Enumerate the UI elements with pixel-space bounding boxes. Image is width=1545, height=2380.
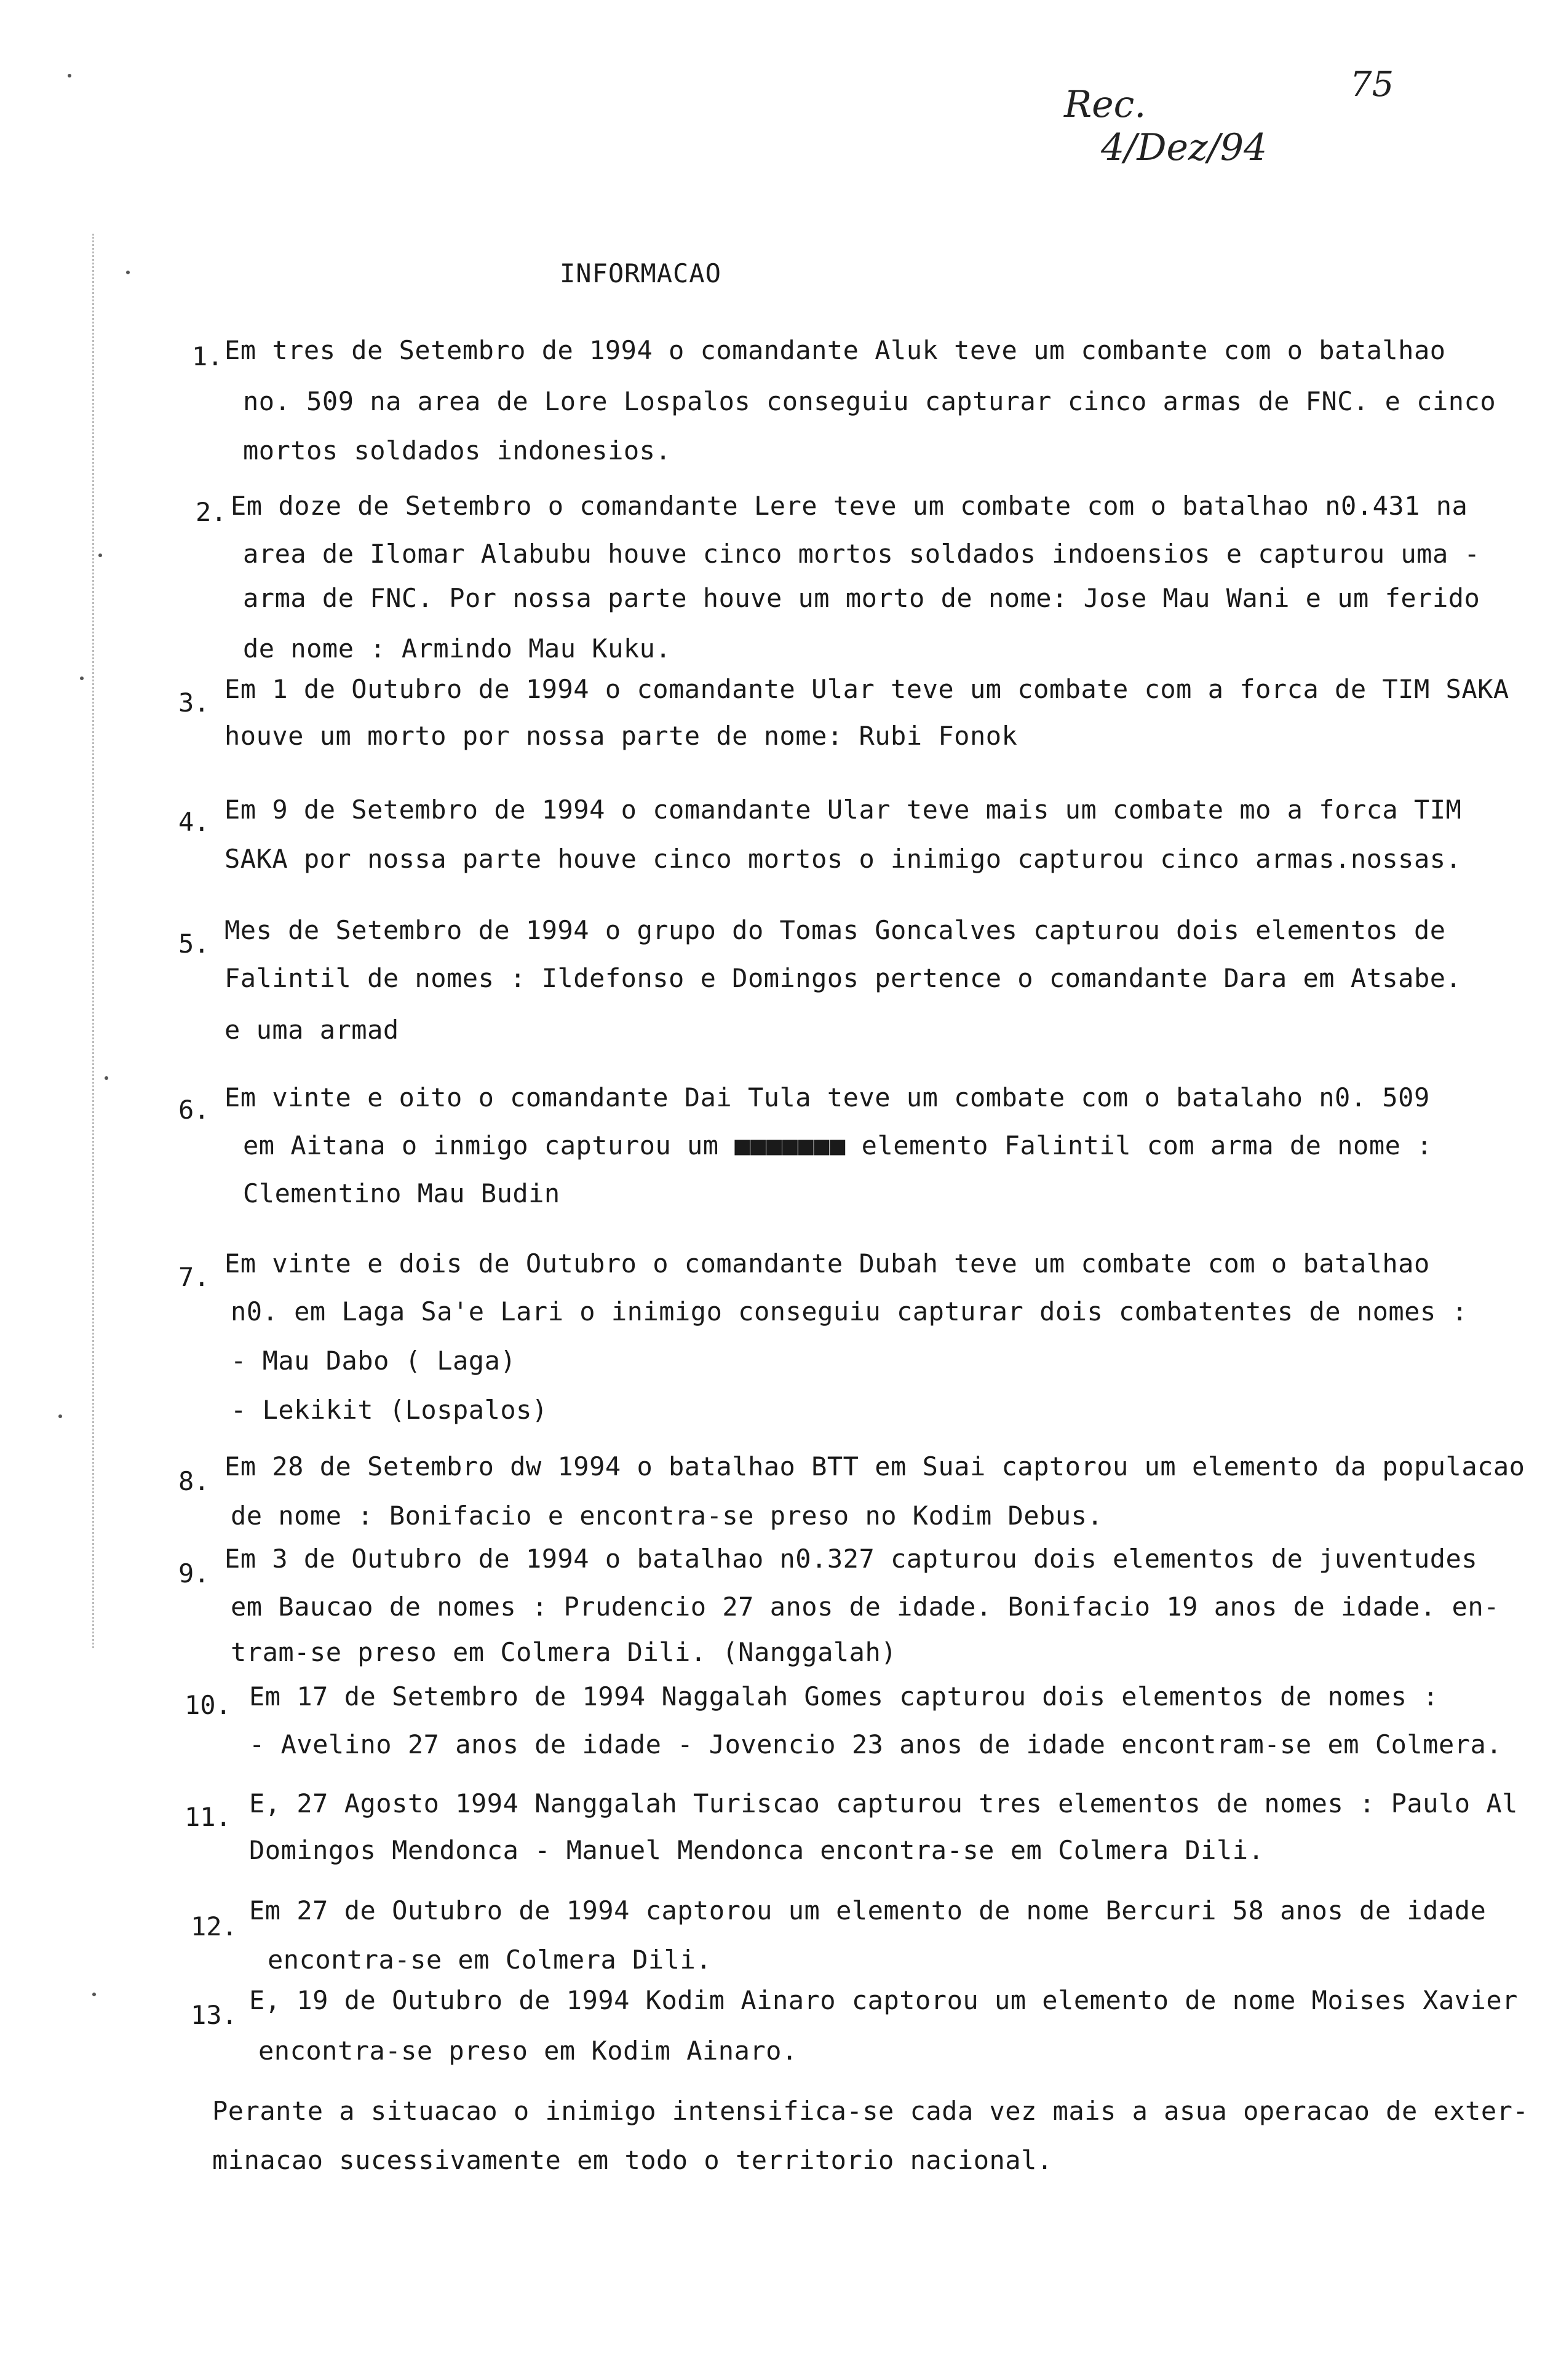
- item-line: em Baucao de nomes : Prudencio 27 anos de idade. Bonifacio 19 anos de idade. en-: [231, 1592, 1499, 1622]
- item-line: e uma armad: [224, 1015, 399, 1045]
- item-number: 8.: [178, 1466, 210, 1496]
- item-number: 11.: [185, 1802, 231, 1832]
- item-number: 13.: [191, 2000, 237, 2030]
- item-line: Em 27 de Outubro de 1994 captorou um elemento de nome Bercuri 58 anos de idade: [249, 1895, 1487, 1926]
- scan-noise: [92, 234, 94, 1648]
- item-number: 9.: [178, 1558, 210, 1589]
- item-line: n0. em Laga Sa'e Lari o inimigo conseguiu capturar dois combatentes de nomes :: [231, 1296, 1468, 1327]
- received-note: Rec.: [1064, 83, 1146, 126]
- item-line: encontra-se em Colmera Dili.: [268, 1945, 712, 1975]
- closing-line: minacao sucessivamente em todo o territorio nacional.: [212, 2145, 1053, 2175]
- item-line: arma de FNC. Por nossa parte houve um morto de nome: Jose Mau Wani e um ferido: [243, 583, 1480, 613]
- item-line: Em 3 de Outubro de 1994 o batalhao n0.327 capturou dois elementos de juventudes: [224, 1544, 1478, 1574]
- item-number: 4.: [178, 807, 210, 837]
- item-number: 5.: [178, 929, 210, 959]
- item-line: Em 28 de Setembro dw 1994 o batalhao BTT em Suai captorou um elemento da populacao: [224, 1451, 1525, 1482]
- item-line: Em tres de Setembro de 1994 o comandante Aluk teve um combante com o batalhao: [224, 335, 1446, 365]
- item-number: 6.: [178, 1095, 210, 1125]
- scan-speck: [105, 1076, 108, 1080]
- item-line: - Mau Dabo ( Laga): [231, 1346, 517, 1376]
- item-number: 10.: [185, 1690, 231, 1720]
- item-number: 1.: [192, 341, 223, 371]
- item-line: E, 19 de Outubro de 1994 Kodim Ainaro captorou um elemento de nome Moises Xavier: [249, 1985, 1518, 2015]
- item-line: Em 9 de Setembro de 1994 o comandante Ular teve mais um combate mo a forca TIM: [224, 795, 1462, 825]
- item-line: em Aitana o inmigo capturou um ■■■■■■■ elemento Falintil com arma de nome :: [243, 1130, 1432, 1160]
- item-number: 3.: [178, 688, 210, 718]
- item-line: tram-se preso em Colmera Dili. (Nanggalah): [231, 1637, 897, 1667]
- item-line: - Lekikit (Lospalos): [231, 1395, 548, 1425]
- item-line: Falintil de nomes : Ildefonso e Domingos pertence o comandante Dara em Atsabe.: [224, 963, 1462, 993]
- item-line: Domingos Mendonca - Manuel Mendonca encontra-se em Colmera Dili.: [249, 1835, 1265, 1865]
- item-line: Em vinte e oito o comandante Dai Tula teve um combate com o batalaho n0. 509: [224, 1082, 1430, 1113]
- item-line: Em vinte e dois de Outubro o comandante Dubah teve um combate com o batalhao: [224, 1248, 1430, 1279]
- item-line: houve um morto por nossa parte de nome: Rubi Fonok: [224, 721, 1018, 751]
- item-line: - Avelino 27 anos de idade - Jovencio 23 anos de idade encontram-se em Colmera.: [249, 1729, 1503, 1759]
- scan-speck: [126, 271, 130, 274]
- item-line: no. 509 na area de Lore Lospalos conseguiu capturar cinco armas de FNC. e cinco: [243, 386, 1496, 416]
- page-number: 75: [1350, 65, 1394, 105]
- item-line: de nome : Armindo Mau Kuku.: [243, 633, 672, 664]
- item-line: Em 1 de Outubro de 1994 o comandante Ular teve um combate com a forca de TIM SAKA: [224, 674, 1509, 704]
- scan-speck: [80, 676, 84, 680]
- scan-speck: [68, 74, 71, 77]
- item-line: SAKA por nossa parte houve cinco mortos o inimigo capturou cinco armas.nossas.: [224, 844, 1462, 874]
- scan-speck: [58, 1414, 62, 1418]
- scan-speck: [92, 1993, 96, 1996]
- item-line: mortos soldados indonesios.: [243, 435, 672, 466]
- item-line: Clementino Mau Budin: [243, 1178, 560, 1208]
- item-line: area de Ilomar Alabubu houve cinco mortos soldados indoensios e capturou uma -: [243, 539, 1480, 569]
- item-line: encontra-se preso em Kodim Ainaro.: [258, 2036, 798, 2066]
- document-title: INFORMACAO: [560, 258, 721, 288]
- item-number: 2.: [196, 497, 227, 527]
- item-line: de nome : Bonifacio e encontra-se preso no Kodim Debus.: [231, 1501, 1103, 1531]
- item-line: E, 27 Agosto 1994 Nanggalah Turiscao capturou tres elementos de nomes : Paulo Al: [249, 1788, 1518, 1819]
- scan-speck: [98, 553, 102, 557]
- item-line: Em doze de Setembro o comandante Lere teve um combate com o batalhao n0.431 na: [231, 491, 1468, 521]
- item-line: Mes de Setembro de 1994 o grupo do Tomas Goncalves capturou dois elementos de: [224, 915, 1446, 945]
- received-date: 4/Dez/94: [1101, 126, 1268, 169]
- closing-line: Perante a situacao o inimigo intensifica-se cada vez mais a asua operacao de exter-: [212, 2096, 1529, 2126]
- item-number: 7.: [178, 1262, 210, 1292]
- item-line: Em 17 de Setembro de 1994 Naggalah Gomes capturou dois elementos de nomes :: [249, 1681, 1439, 1712]
- item-number: 12.: [191, 1911, 237, 1942]
